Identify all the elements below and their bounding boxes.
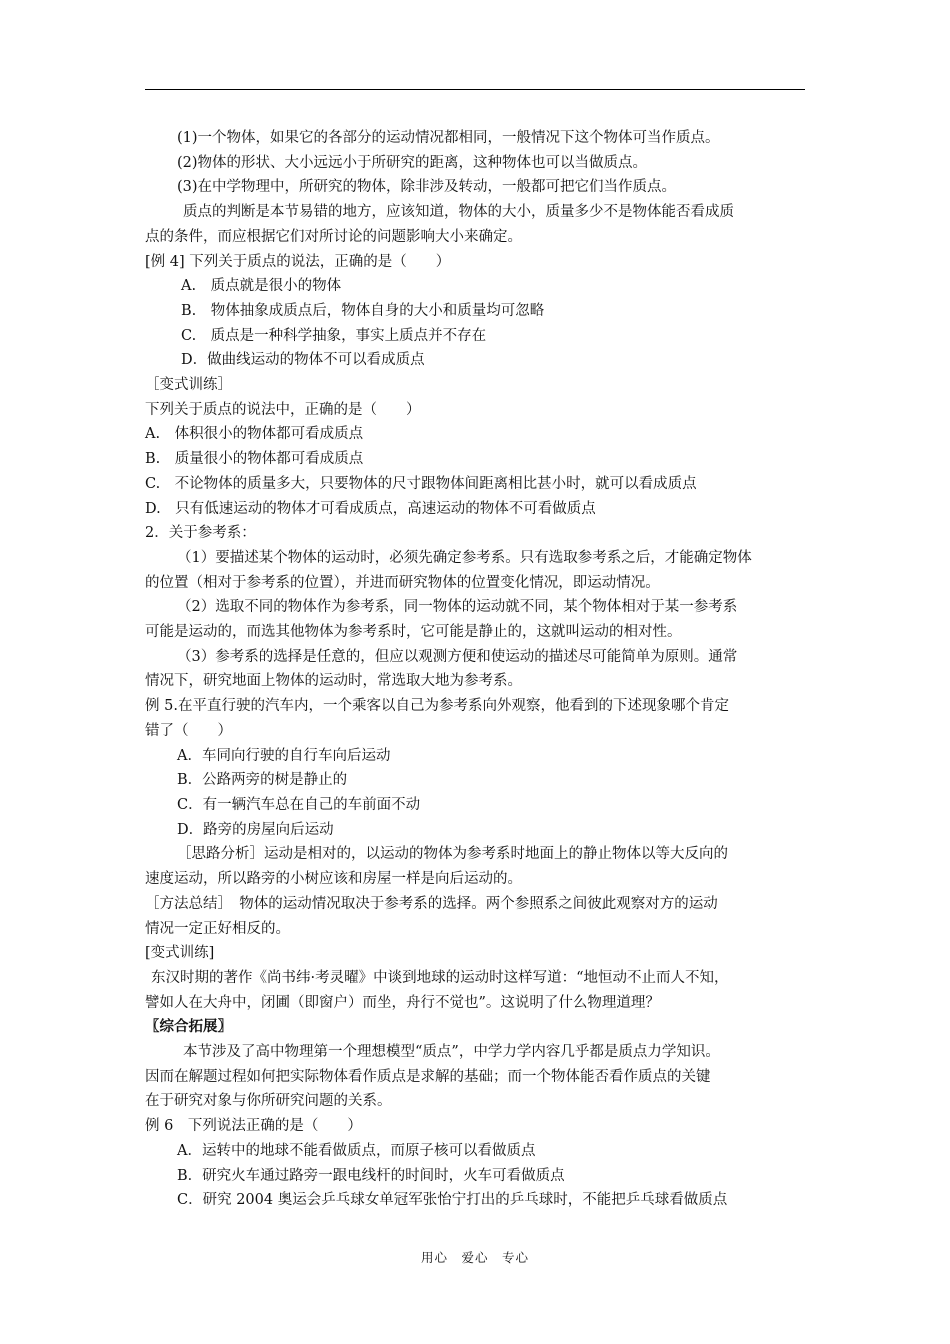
text-line: 的位置（相对于参考系的位置），并进而研究物体的位置变化情况，即运动情况。 xyxy=(145,574,660,591)
document-body xyxy=(145,126,820,1213)
text-line: （3）参考系的选择是任意的，但应以观测方便和使运动的描述尽可能简单为原则。通常 xyxy=(177,648,738,665)
text-line: 譬如人在大舟中，闭圃（即窗户）而坐，舟行不觉也”。这说明了什么物理道理？ xyxy=(145,994,660,1011)
option-line: C．有一辆汽车总在自己的车前面不动 xyxy=(177,796,421,813)
exercise-heading: [变式训练] xyxy=(145,945,215,962)
text-line: 可能是运动的，而选其他物体为参考系时，它可能是静止的，这就叫运动的相对性。 xyxy=(145,624,682,641)
text-line: 速度运动，所以路旁的小树应该和房屋一样是向后运动的。 xyxy=(145,871,522,888)
text-line: 情况下，研究地面上物体的运动时，常选取大地为参考系。 xyxy=(145,673,522,690)
text-line: 因而在解题过程如何把实际物体看作质点是求解的基础；而一个物体能否看作质点的关键 xyxy=(145,1068,711,1085)
text-line: (3)在中学物理中，所研究的物体，除非涉及转动，一般都可把它们当作质点。 xyxy=(177,179,677,196)
option-line: B. 质量很小的物体都可看成质点 xyxy=(145,451,364,468)
example-6-question: 例 6 下列说法正确的是（ ） xyxy=(145,1118,362,1135)
section-heading: 2．关于参考系： xyxy=(145,525,256,542)
example-4-question: [例 4] 下列关于质点的说法，正确的是（ ） xyxy=(145,253,451,270)
option-line: C．研究 2004 奥运会乒乓球女单冠军张怡宁打出的乒乓球时，不能把乒乓球看做质点 xyxy=(177,1192,728,1209)
text-line: 本节涉及了高中物理第一个理想模型“质点”，中学力学内容几乎都是质点力学知识。 xyxy=(183,1044,720,1061)
option-line: A．车同向行驶的自行车向后运动 xyxy=(177,747,391,764)
option-line: A. 质点就是很小的物体 xyxy=(181,278,342,295)
option-line: C. 不论物体的质量多大，只要物体的尺寸跟物体间距离相比甚小时，就可以看成质点 xyxy=(145,475,697,492)
option-line: D．做曲线运动的物体不可以看成质点 xyxy=(181,352,425,369)
option-line: A. 体积很小的物体都可看成质点 xyxy=(145,426,364,443)
page-footer: 用心 爱心 专心 xyxy=(420,1250,529,1265)
option-line: D．路旁的房屋向后运动 xyxy=(177,821,334,838)
text-line: (1)一个物体，如果它的各部分的运动情况都相同，一般情况下这个物体可当作质点。 xyxy=(177,130,720,146)
text-line: 下列关于质点的说法中，正确的是（ ） xyxy=(145,401,421,418)
option-line: B．研究火车通过路旁一跟电线杆的时间时，火车可看做质点 xyxy=(177,1167,565,1184)
text-line: 在于研究对象与你所研究问题的关系。 xyxy=(145,1093,392,1110)
text-line: 错了（ ） xyxy=(145,722,232,739)
text-line: 质点的判断是本节易错的地方，应该知道，物体的大小，质量多少不是物体能否看成质 xyxy=(183,204,734,221)
text-line: 东汉时期的著作《尚书纬·考灵曜》中谈到地球的运动时这样写道：“地恒动不止而人不知， xyxy=(151,969,729,986)
header-rule xyxy=(145,89,805,90)
analysis-line: ［思路分析］运动是相对的，以运动的物体为参考系时地面上的静止物体以等大反向的 xyxy=(177,846,728,863)
method-summary-line: ［方法总结］ 物体的运动情况取决于参考系的选择。两个参照系之间彼此观察对方的运动 xyxy=(145,895,718,912)
text-line: 情况一定正好相反的。 xyxy=(145,920,290,937)
exercise-heading: ［变式训练］ xyxy=(145,377,232,394)
text-line: （2）选取不同的物体作为参考系，同一物体的运动就不同，某个物体相对于某一参考系 xyxy=(177,599,738,616)
text-line: （1）要描述某个物体的运动时，必须先确定参考系。只有选取参考系之后，才能确定物体 xyxy=(177,549,752,566)
option-line: C. 质点是一种科学抽象，事实上质点并不存在 xyxy=(181,327,487,344)
text-line: 点的条件，而应根据它们对所讨论的问题影响大小来确定。 xyxy=(145,228,522,245)
option-line: B. 物体抽象成质点后，物体自身的大小和质量均可忽略 xyxy=(181,302,545,319)
option-line: A．运转中的地球不能看做质点，而原子核可以看做质点 xyxy=(177,1142,536,1159)
option-line: D. 只有低速运动的物体才可看成质点，高速运动的物体不可看做质点 xyxy=(145,500,596,517)
extension-heading: 〖综合拓展〗 xyxy=(145,1019,232,1036)
example-5-question: 例 5.在平直行驶的汽车内，一个乘客以自己为参考系向外观察，他看到的下述现象哪个肯定 xyxy=(145,698,729,715)
option-line: B．公路两旁的树是静止的 xyxy=(177,772,348,789)
text-line: (2)物体的形状、大小远远小于所研究的距离，这种物体也可以当做质点。 xyxy=(177,154,648,171)
